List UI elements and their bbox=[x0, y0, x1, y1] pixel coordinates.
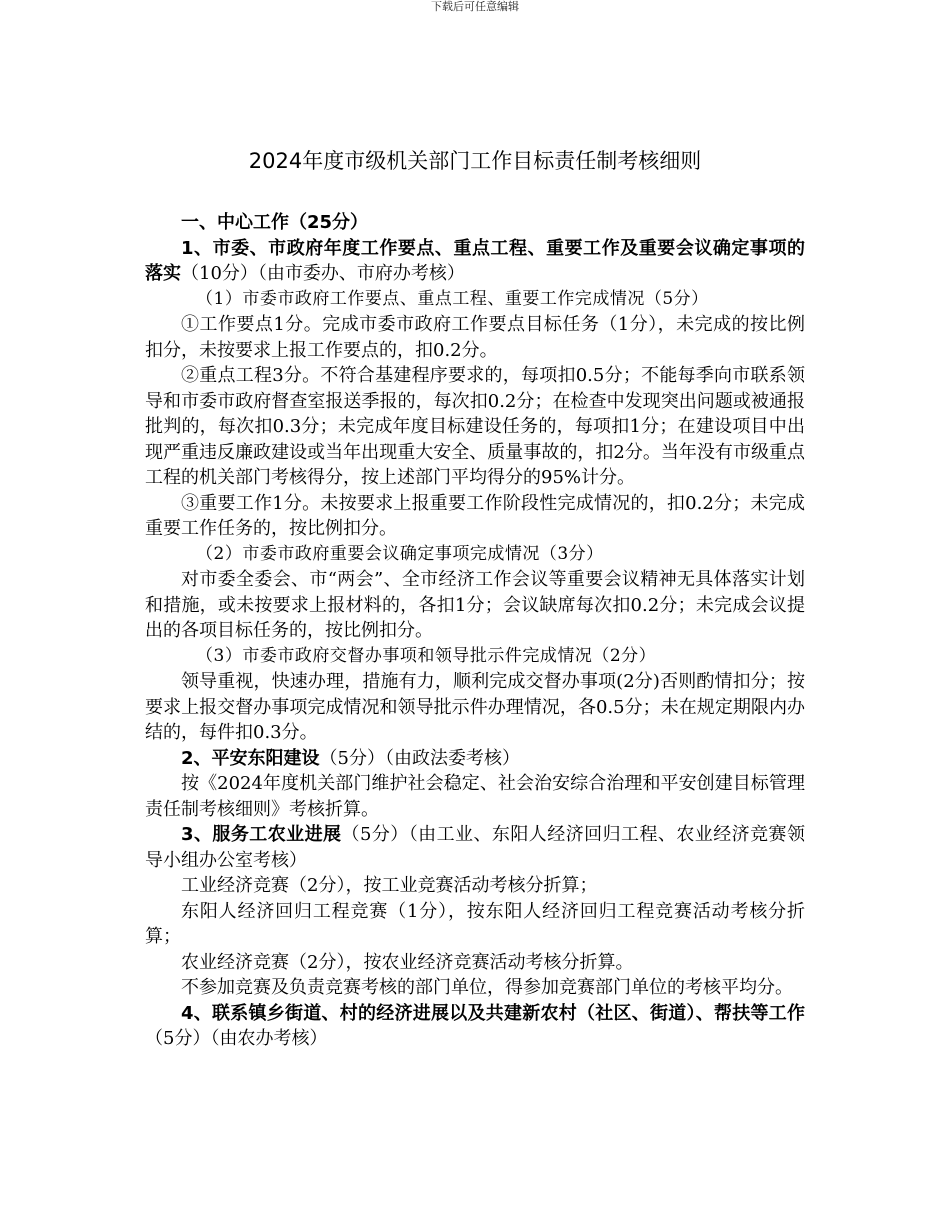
paragraph bbox=[145, 287, 805, 313]
paragraph bbox=[145, 210, 805, 236]
body-text: 按《2024年度机关部门维护社会稳定、社会治安综合治理和平安创建目标管理责任制考核细则》考核折算。 bbox=[145, 773, 805, 820]
body-text: ③重要工作1分。未按要求上报重要工作阶段性完成情况的，扣0.2分；未完成重要工作任务的，按比例扣分。 bbox=[145, 492, 805, 539]
paragraph bbox=[145, 491, 805, 542]
body-text: （5分）（由政法委考核） bbox=[319, 747, 520, 769]
page-header: 下载后可任意编辑 bbox=[431, 0, 519, 13]
document-title: 2024年度市级机关部门工作目标责任制考核细则 bbox=[248, 149, 702, 173]
body-text: （3）市委市政府交督办事项和领导批示件完成情况（2分） bbox=[196, 645, 657, 666]
paragraph bbox=[145, 1001, 805, 1052]
body-text: ①工作要点1分。完成市委市政府工作要点目标任务（1分），未完成的按比例扣分，未按要求上报工作要点的，扣0.2分。 bbox=[145, 314, 805, 361]
body-text: （10分）（由市委办、市府办考核） bbox=[181, 263, 465, 284]
body-text: （5分）（由农办考核） bbox=[145, 1028, 328, 1049]
body-text: （2）市委市政府重要会议确定事项完成情况（3分） bbox=[196, 543, 604, 564]
document-body bbox=[145, 210, 805, 1052]
body-text: 东阳人经济回归工程竞赛（1分），按东阳人经济回归工程竞赛活动考核分折算； bbox=[145, 900, 805, 947]
body-text: 工业经济竞赛（2分），按工业竞赛活动考核分折算； bbox=[181, 875, 598, 896]
paragraph bbox=[145, 236, 805, 287]
paragraph bbox=[145, 975, 805, 1001]
paragraph bbox=[145, 873, 805, 899]
body-text: 领导重视，快速办理，措施有力，顺利完成交督办事项(2分)否则酌情扣分；按要求上报交督办事项完成情况和领导批示件办理情况，各0.5分；未在规定期限内办结的，每件扣0.3分。 bbox=[145, 671, 805, 743]
paragraph bbox=[145, 567, 805, 644]
body-text: 不参加竞赛及负责竞赛考核的部门单位，得参加竞赛部门单位的考核平均分。 bbox=[181, 977, 793, 998]
heading-text: 4、联系镇乡街道、村的经济进展以及共建新农村（社区、街道）、帮扶等工作 bbox=[181, 1002, 805, 1024]
body-text: 对市委全委会、市“两会”、全市经济工作会议等重要会议精神无具体落实计划和措施，或未按要求上报材料的，各扣1分；会议缺席每次扣0.2分；未完成会议提出的各项目标任务的，按比例扣分。 bbox=[145, 569, 805, 641]
heading-text: 一、中心工作（25分） bbox=[181, 212, 369, 233]
paragraph bbox=[145, 644, 805, 670]
paragraph bbox=[145, 363, 805, 491]
body-text: 农业经济竞赛（2分），按农业经济竞赛活动考核分折算。 bbox=[181, 951, 634, 973]
paragraph bbox=[145, 950, 805, 976]
heading-text: 1、市委、市政府年度工作要点、重点工程、重要工作及重要会议确定事项的落实 bbox=[145, 237, 805, 284]
paragraph bbox=[145, 669, 805, 746]
paragraph bbox=[145, 899, 805, 950]
heading-text: 2、平安东阳建设 bbox=[181, 747, 320, 769]
body-text: （1）市委市政府工作要点、重点工程、重要工作完成情况（5分） bbox=[196, 288, 709, 309]
paragraph bbox=[145, 746, 805, 772]
body-text: （5分）（由工业、东阳人经济回归工程、农业经济竞赛领导小组办公室考核） bbox=[145, 824, 805, 871]
heading-text: 3、服务工农业进展 bbox=[181, 824, 342, 845]
body-text: ②重点工程3分。不符合基建程序要求的，每项扣0.5分；不能每季向市联系领导和市委市政府督查室报送季报的，每次扣0.2分；在检查中发现突出问题或被通报批判的，每次扣0.3分；未完成年度目标建设任务的，每项扣1分；在建设项目中出现严重违反廉政建设或当年出现重大安全、质量事故的，扣2分。当年没有市级重点工程的机关部门考核得分，按上述部门平均得分的95%计分。 bbox=[145, 365, 805, 488]
paragraph bbox=[145, 771, 805, 822]
paragraph bbox=[145, 822, 805, 873]
paragraph bbox=[145, 312, 805, 363]
paragraph bbox=[145, 542, 805, 568]
